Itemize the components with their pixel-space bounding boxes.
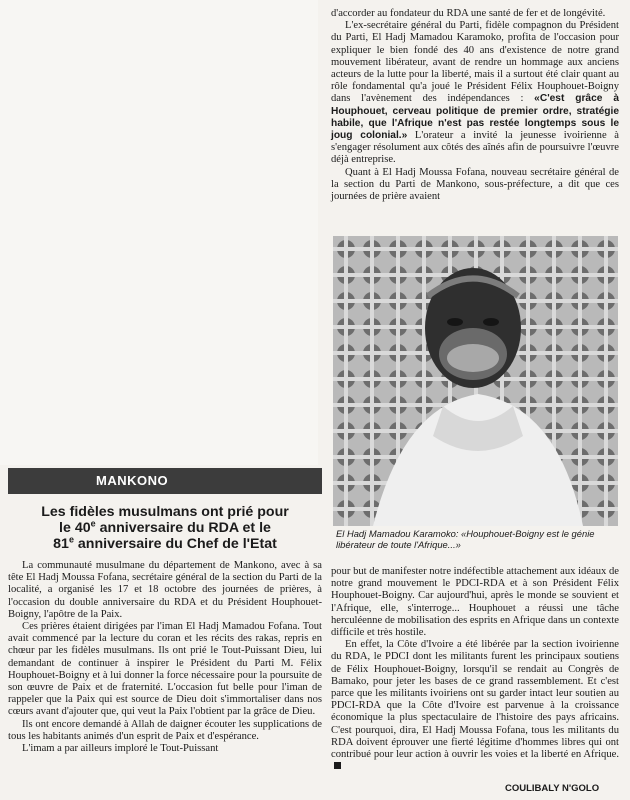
photo-caption: El Hadj Mamadou Karamoko: «Houphouet-Boigny est le génie libérateur de toute l'Afrique...» xyxy=(336,528,595,550)
paragraph: Ils ont encore demandé à Allah de daigner écouter les supplications de tous les habitants animés d'un esprit de Paix et d'espérance. xyxy=(8,718,322,742)
headline-text: anniversaire du Chef de l'Etat xyxy=(73,536,277,552)
headline-line xyxy=(8,536,322,552)
headline-text: 81 xyxy=(53,536,69,552)
superscript: e xyxy=(68,534,74,545)
superscript: e xyxy=(90,518,96,529)
paragraph: La communauté musulmane du département de Mankono, avec à sa tête El Hadj Moussa Fofana, secrétaire général de la section du Parti de la localité, a organisé les 17 et 18 octobre des journées de prières, à l'occasion du double anniversaire du RDA et du Président Houphouet-Boigny, l'apôtre de la Paix. xyxy=(8,560,322,620)
right-column-top xyxy=(331,8,619,203)
headline-text: le 40 xyxy=(59,520,91,536)
paragraph: pour but de manifester notre indéfectible attachement aux idéaux de notre grand mouvement le PDCI-RDA et à son Président Félix Houphouet-Boigny. Car aujourd'hui, après le monde se souvient et l'Afrique, elle, s'interroge... Houphouet a réussi une tâche herculéenne de mobilisation des esprits en Afrique dans un contexte difficile et très hostile. xyxy=(331,566,620,639)
paragraph: L'imam a par ailleurs imploré le Tout-Puissant xyxy=(22,743,219,755)
right-column-bottom xyxy=(331,566,619,773)
paragraph-text: L'ex-secrétaire général du Parti, fidèle compagnon du Président du Parti, El Hadj Mamadou Karamoko, profita de l'occasion pour expliquer le bien fondé des 40 ans d'existence de notre grand mouvement libérateur, avant de rendre un hommage aux anciens acteurs de la lutte pour la liberté, mais il a surtout été clair quant au rôle fondamental qu'a joué le Président Félix Houphouet-Boigny dans l'avènement des indépendances : xyxy=(331,20,619,105)
paragraph: d'accorder au fondateur du RDA une santé de fer et de longévité. xyxy=(331,8,606,19)
paragraph xyxy=(331,639,619,773)
end-of-article-mark xyxy=(334,762,341,769)
paragraph: Ces prières étaient dirigées par l'iman El Hadj Mamadou Fofana. Tout avait commencé par la lecture du coran et les récits des rakas, repris en chœur par les fidèles musulmans. Ils ont prié le Tout-Puissant Dieu, lui demandant de continuer à inspirer le Président du Parti M. Félix Houphouet-Boigny et à lui donner la force nécessaire pour la poursuite de son œuvre de Paix et de fraternité. L'occasion fut belle pour l'iman de rappeler que la Paix qui est source de Dieu doit s'immortaliser dans nos cœurs avant d'ajouter que, qui veut la Paix l'obtient par la grâce de Dieu. xyxy=(8,621,322,718)
left-column-body xyxy=(8,560,322,755)
portrait-photo xyxy=(333,236,618,526)
portrait-image xyxy=(333,236,618,526)
paragraph: Quant à El Hadj Moussa Fofana, nouveau secrétaire général de la section du Parti de Mankono, sous-préfecture, a dit que ces journées de prière avaient xyxy=(331,166,619,203)
paragraph xyxy=(331,20,619,166)
author-signature: COULIBALY N'GOLO xyxy=(505,783,600,794)
headline-line: Les fidèles musulmans ont prié pour xyxy=(41,504,289,520)
headline-line xyxy=(8,520,322,536)
paragraph-text: En effet, la Côte d'Ivoire a été libérée par la section ivoirienne du RDA, le PDCI dont les militants furent les principaux soutiens de Félix Houphouet-Boigny, lorsqu'il se rendait au Congrès de Bamako, pour jeter les bases de ce grand rassemblement. Et c'est parce que les militants ivoiriens ont su garder intact leur soutien au PDCI-RDA que la Côte d'Ivoire est parvenue à la croissance économique la plus spectaculaire de l'histoire des pays africains. C'est pourquoi, dira, El Hadj Moussa Fofana, tous les militants du RDA doivent éprouver une fierté légitime d'hommes libres qui ont contribué pour leur action à ouvrir les voies et la liberté en Afrique. xyxy=(331,639,619,761)
quote-after: L'orateur a invité la jeunesse ivoirienne à s'engager résolument aux côtés des aînés afin de poursuivre l'œuvre déjà entreprise. xyxy=(331,130,619,166)
section-label: MANKONO xyxy=(8,468,322,494)
quote-bold: «C'est grâce à Houphouet, cerveau politique de premier ordre, stratégie habile, que l'Afrique n'est pas restée longtemps sous le joug colonial.» xyxy=(331,93,619,142)
headline-text: anniversaire du RDA et le xyxy=(95,520,271,536)
blank-area xyxy=(0,0,318,465)
headline xyxy=(8,504,322,552)
